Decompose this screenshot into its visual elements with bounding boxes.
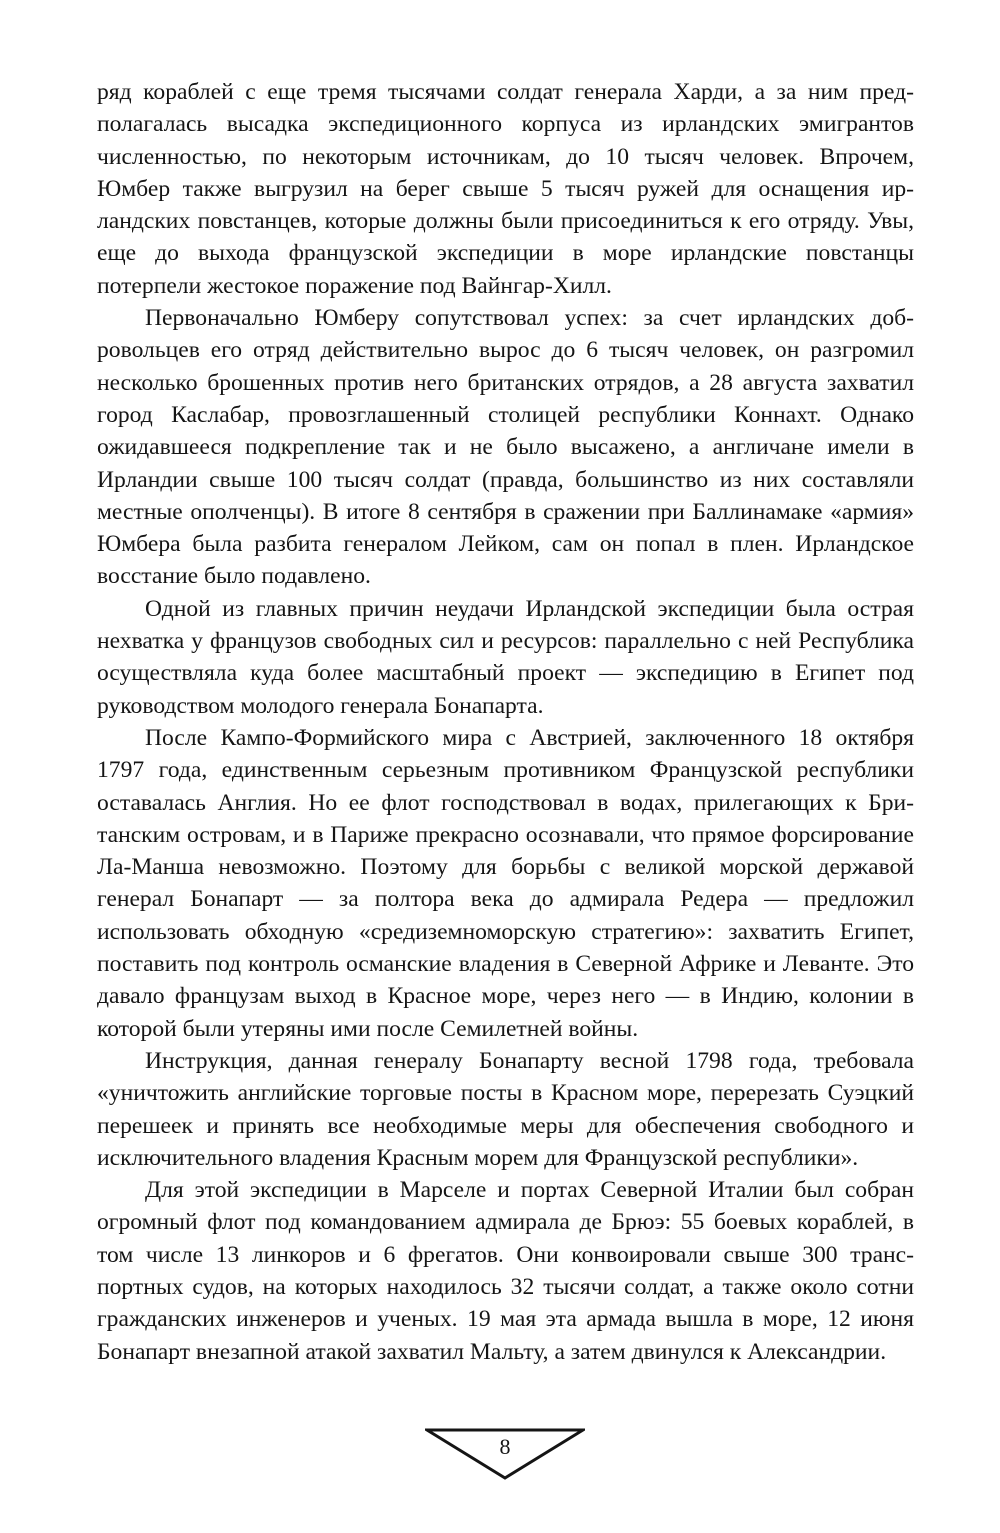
paragraph: Первоначально Юмберу сопутствовал успех: за счет ирландских добровольцев его отряд действительно вырос до 6 тысяч человек, он разгромил несколько брошенных против него британских отрядов, а 28 августа захватил город Каслабар, провозглашенный столицей республики Коннахт. Однако ожидавшееся подкрепление так и не было высажено, а англичане имели в Ирландии свыше 100 тысяч солдат (правда, большинство из них составляли местные ополченцы). В итоге 8 сентября в сражении при Баллинамаке «армия» Юмбера была разбита генералом Лейком, сам он попал в плен. Ирландское восстание было подавлено. — [97, 305, 914, 590]
paragraph: После Кампо-Формийского мира с Австрией, заключенного 18 октября 1797 года, единственным серьезным противником Французской республики оставалась Англия. Но ее флот господствовал в водах, прилегающих к Британским островам, и в Париже прекрасно осознавали, что прямое форсирование Ла-Манша невозможно. Поэтому для борьбы с великой морской державой генерал Бонапарт — за полтора века до адмирала Редера — предложил использовать обходную «средиземноморскую стратегию»: захватить Египет, поставить под контроль османские владения в Северной Африке и Леванте. Это давало французам выход в Красное море, через него — в Индию, колонии в которой были утеряны ими после Семилетней войны. — [97, 724, 914, 1042]
paragraph: Инструкция, данная генералу Бонапарту весной 1798 года, требовала «уничтожить английские торговые посты в Красном море, перерезать Суэцкий перешеек и принять все необходимые меры для обеспечения свободного и исключительного владения Красным морем для Французской республики». — [97, 1047, 914, 1171]
page-body — [97, 76, 914, 1368]
paragraph: Для этой экспедиции в Марселе и портах Северной Италии был собран огромный флот под командованием адмирала де Брюэ: 55 боевых кораблей, в том числе 13 линкоров и 6 фрегатов. Они конвоировали свыше 300 транспортных судов, на которых находилось 32 тысячи солдат, а также около сотни гражданских инженеров и ученых. 19 мая эта армада вышла в море, 12 июня Бонапарт внезапной атакой захватил Мальту, а затем двинулся к Александрии. — [97, 1177, 914, 1365]
page-number-ornament — [425, 1424, 585, 1480]
page-number: 8 — [499, 1434, 511, 1459]
paragraph: Одной из главных причин неудачи Ирландской экспедиции была острая нехватка у французов свободных сил и ресурсов: параллельно с ней Республика осуществляла куда более масштабный проект — экспедицию в Египет под руководством молодого генерала Бонапарта. — [97, 595, 914, 719]
paragraph-continuation: ряд кораблей с еще тремя тысячами солдат генерала Харди, а за ним предполагалась высадка экспедиционного корпуса из ирландских эмигрантов численностью, по некоторым источникам, до 10 тысяч человек. Впрочем, Юмбер также выгрузил на берег свыше 5 тысяч ружей для оснащения ирландских повстанцев, которые должны были присоединиться к его отряду. Увы, еще до выхода французской экспедиции в море ирландские повстанцы потерпели жестокое поражение под Вайнгар-Хилл. — [97, 79, 914, 299]
